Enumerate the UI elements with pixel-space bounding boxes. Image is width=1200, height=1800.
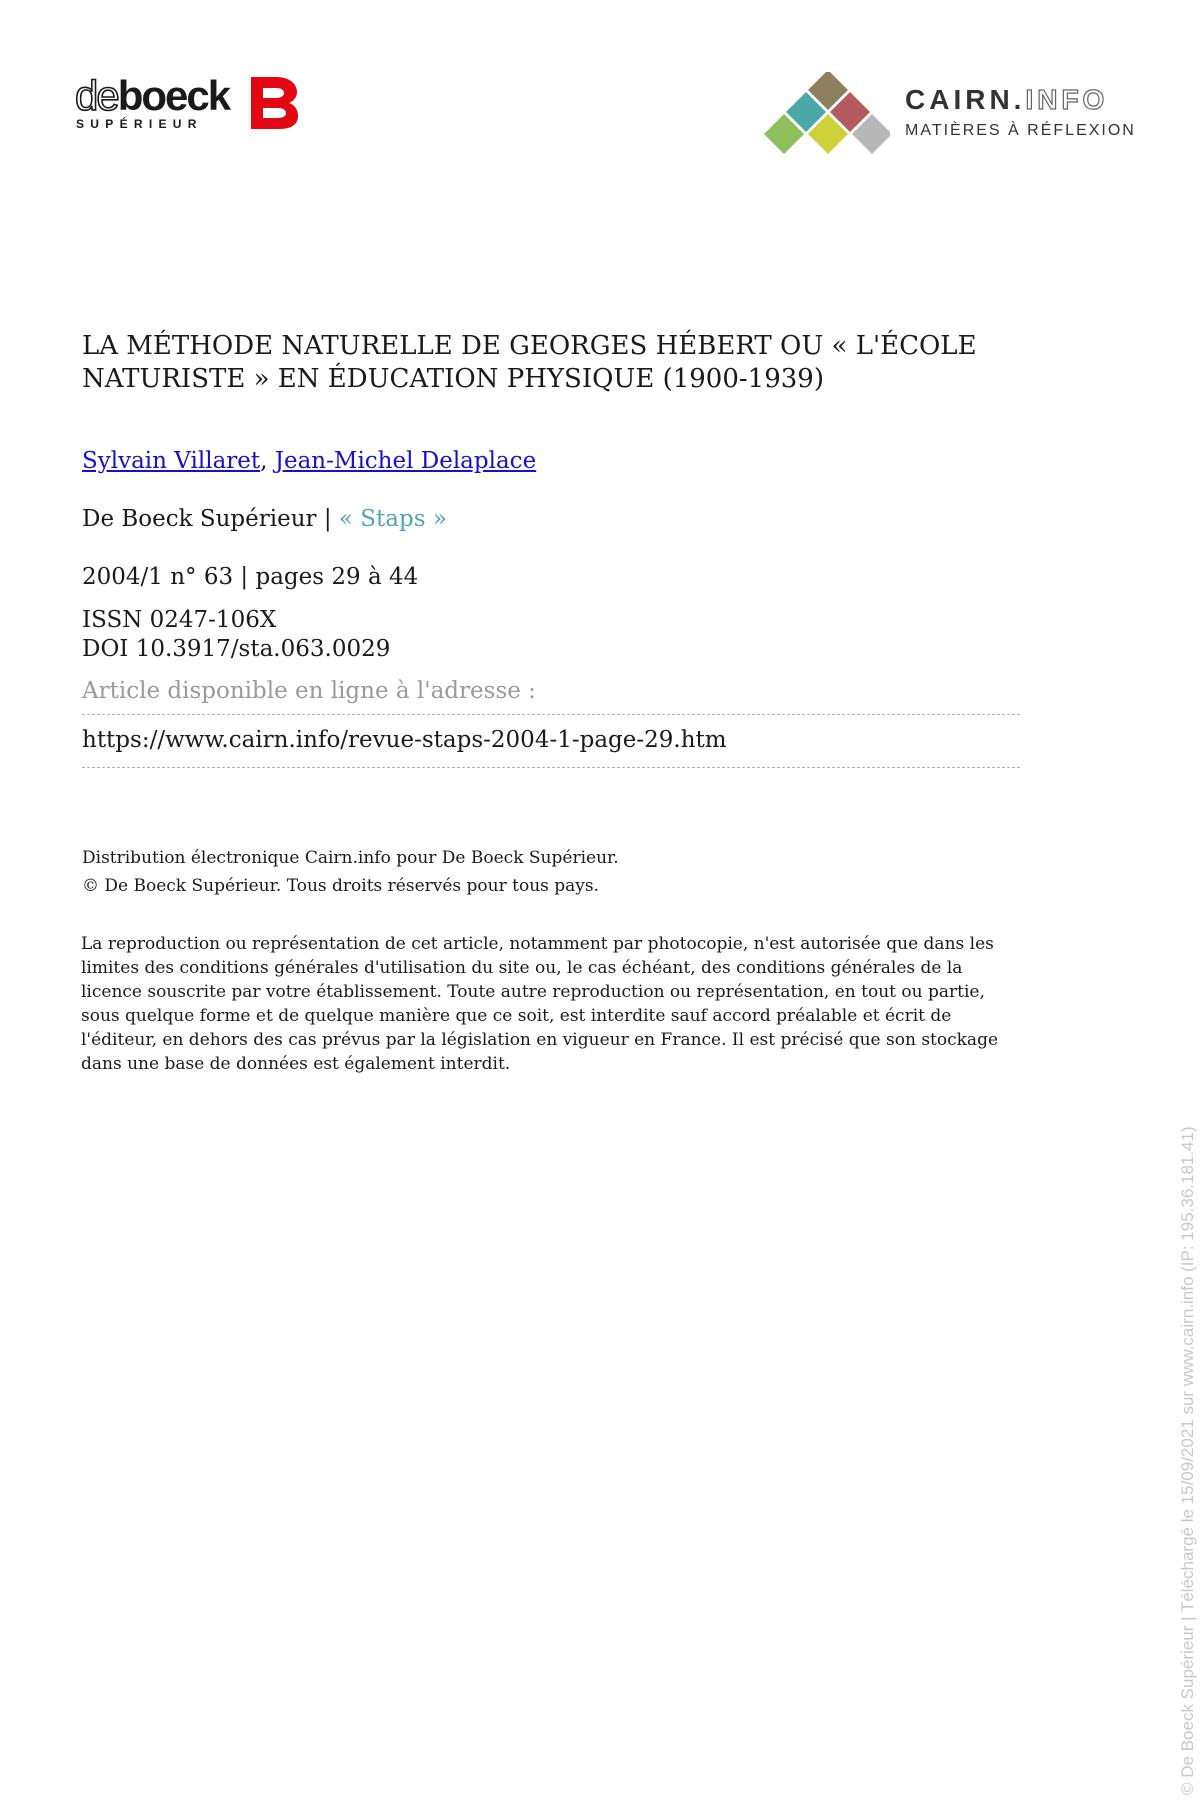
copyright-line: © De Boeck Supérieur. Tous droits réservés pour tous pays. — [82, 876, 600, 896]
distribution-line: Distribution électronique Cairn.info pour De Boeck Supérieur. — [82, 848, 619, 868]
legal-notice — [81, 932, 1117, 1076]
cairn-logo-word-dot: . — [1013, 84, 1026, 115]
divider-bottom — [82, 767, 1020, 768]
article-title-line-2: NATURISTE » EN ÉDUCATION PHYSIQUE (1900-1939) — [82, 364, 824, 394]
legal-line: l'éditeur, en dehors des cas prévus par la législation en vigueur en France. Il est précisé que son stockage — [81, 1030, 999, 1050]
cairn-logo-tagline: MATIÈRES À RÉFLEXION — [905, 122, 1136, 139]
legal-line: dans une base de données est également interdit. — [81, 1054, 511, 1074]
doi: DOI 10.3917/sta.063.0029 — [82, 636, 391, 662]
legal-line: licence souscrite par votre établissement. Toute autre reproduction ou représentation, en tout ou partie, — [81, 982, 985, 1002]
deboeck-logo-subtitle: SUPÉRIEUR — [76, 117, 203, 131]
publisher-line — [82, 504, 1022, 534]
publisher-separator: | — [316, 506, 339, 532]
deboeck-b-mark-icon — [249, 75, 299, 131]
identifiers — [82, 606, 1022, 664]
deboeck-logo — [75, 72, 315, 135]
article-title-line-1: LA MÉTHODE NATURELLE DE GEORGES HÉBERT OU « L'ÉCOLE — [82, 331, 977, 361]
cairn-logo-word-main: CAIRN — [905, 84, 1014, 115]
legal-line: La reproduction ou représentation de cet article, notamment par photocopie, n'est autorisée que dans les — [81, 934, 994, 954]
cairn-logo-word — [905, 84, 1108, 116]
authors — [82, 446, 1022, 476]
author-separator: , — [260, 448, 268, 474]
journal-name[interactable]: « Staps » — [338, 506, 447, 532]
article-title — [82, 330, 1022, 396]
publisher-name: De Boeck Supérieur — [82, 506, 317, 532]
cairn-logo-word-info: INFO — [1025, 84, 1109, 115]
distribution-notice — [82, 844, 1022, 900]
article-url[interactable]: https://www.cairn.info/revue-staps-2004-1-page-29.htm — [82, 727, 727, 753]
deboeck-logo-word — [75, 72, 230, 119]
legal-line: sous quelque forme et de quelque manière que ce soit, est interdite sauf accord préalable et écrit de — [81, 1006, 952, 1026]
cairn-diamonds-icon — [760, 72, 890, 162]
available-online-label: Article disponible en ligne à l'adresse : — [82, 678, 536, 704]
cairn-logo — [760, 72, 1136, 162]
divider-top — [82, 714, 1020, 715]
deboeck-logo-word-thin: de — [75, 72, 118, 119]
download-watermark: © De Boeck Supérieur | Téléchargé le 15/09/2021 sur www.cairn.info (IP: 195.36.181.41) — [1178, 1126, 1197, 1795]
issn: ISSN 0247-106X — [82, 607, 277, 633]
issue-pages: 2004/1 n° 63 | pages 29 à 44 — [82, 564, 419, 590]
author-link-villaret[interactable]: Sylvain Villaret — [82, 448, 261, 474]
legal-line: limites des conditions générales d'utilisation du site ou, le cas échéant, des conditions générales de la — [81, 958, 963, 978]
author-link-delaplace[interactable]: Jean-Michel Delaplace — [274, 448, 537, 474]
deboeck-logo-word-bold: boeck — [117, 72, 230, 119]
article-info — [82, 330, 1022, 1076]
